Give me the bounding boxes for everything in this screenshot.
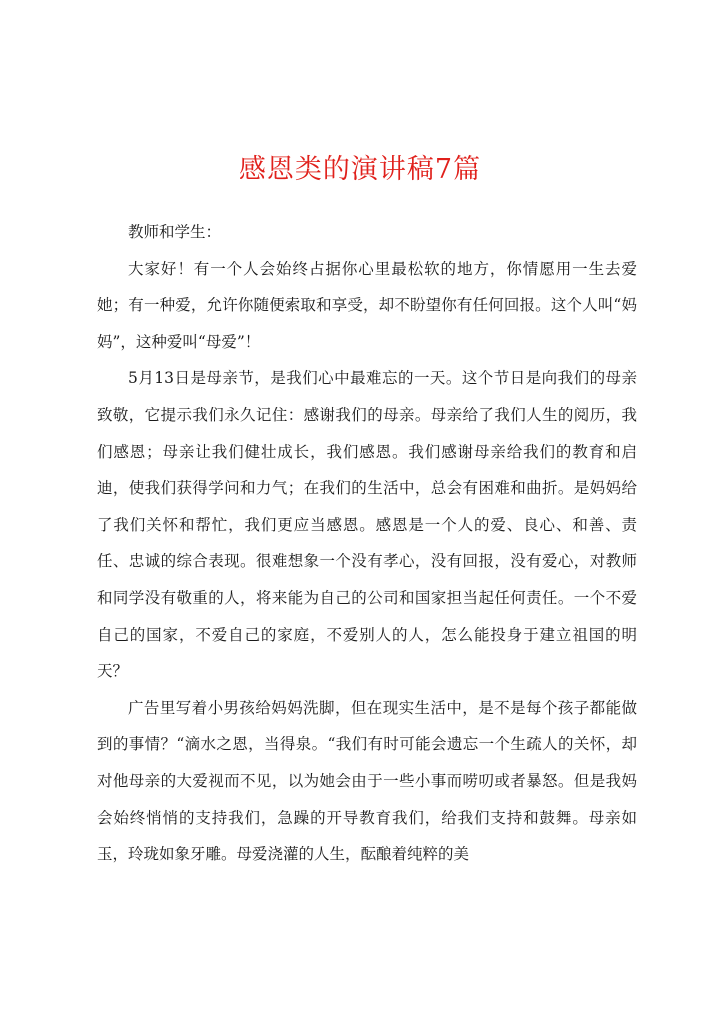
document-body [97, 214, 637, 873]
salutation-paragraph: 教师和学生： [128, 223, 222, 241]
body-paragraph: 大家好！有一个人会始终占据你心里最松软的地方，你情愿用一生去爱她；有一种爱，允许你随便索取和享受，却不盼望你有任何回报。这个人叫“妈妈”，这种爱叫“母爱”！ [97, 259, 637, 351]
document-title: 感恩类的演讲稿7篇 [238, 154, 482, 185]
body-paragraph: 广告里写着小男孩给妈妈洗脚，但在现实生活中，是不是每个孩子都能做到的事情？“滴水之恩，当得泉。“我们有时可能会遗忘一个生疏人的关怀，却对他母亲的大爱视而不见，以为她会由于一些小事而唠叨或者暴怒。但是我妈会始终悄悄的支持我们，急躁的开导教育我们，给我们支持和鼓舞。母亲如玉，玲珑如象牙雕。母爱浇灌的人生，酝酿着纯粹的美 [97, 698, 637, 864]
body-paragraph: 5月13日是母亲节，是我们心中最难忘的一天。这个节日是向我们的母亲致敬，它提示我们永久记住：感谢我们的母亲。母亲给了我们人生的阅历，我们感恩；母亲让我们健壮成长，我们感恩。我们感谢母亲给我们的教育和启迪，使我们获得学问和力气；在我们的生活中，总会有困难和曲折。是妈妈给了我们关怀和帮忙，我们更应当感恩。感恩是一个人的爱、良心、和善、责任、忠诚的综合表现。很难想象一个没有孝心，没有回报，没有爱心，对教师和同学没有敬重的人，将来能为自己的公司和国家担当起任何责任。一个不爱自己的国家，不爱自己的家庭，不爱别人的人，怎么能投身于建立祖国的明天？ [97, 369, 637, 681]
